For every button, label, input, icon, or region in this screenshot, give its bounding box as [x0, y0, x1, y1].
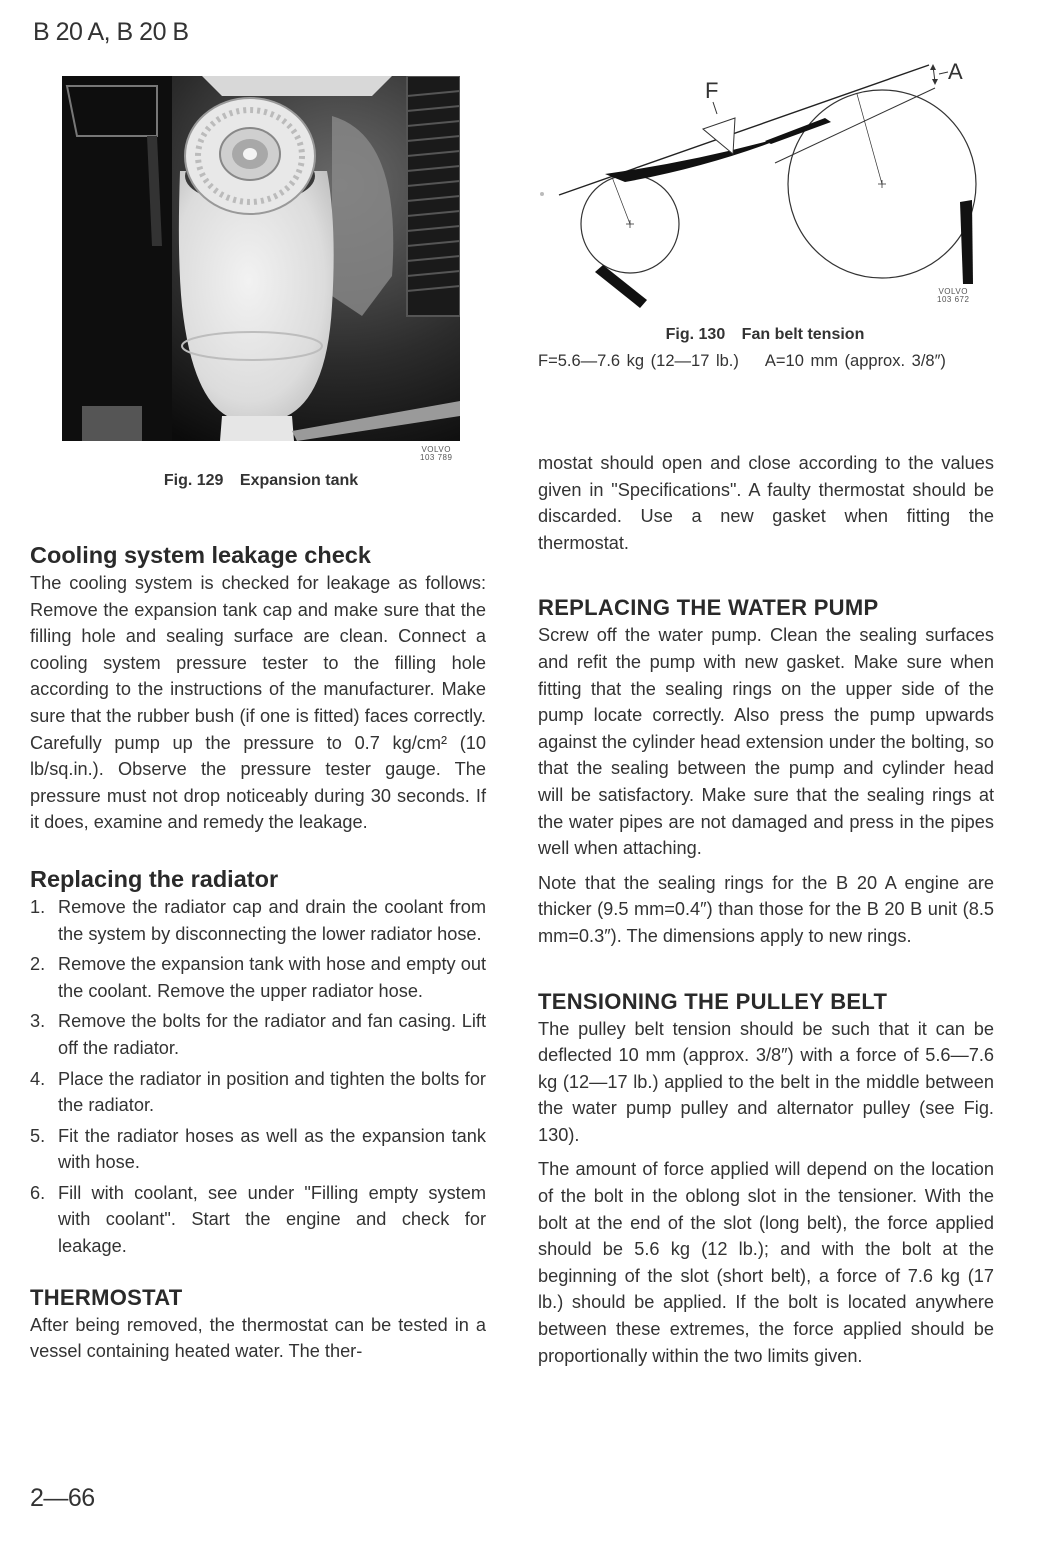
photo-credit: [420, 446, 452, 462]
step-number: 3.: [30, 1011, 46, 1032]
expansion-tank-photo: [62, 76, 460, 441]
section-body: Screw off the water pump. Clean the sealing surfaces and refit the pump with new gasket. Make sure when fitting that the sealing rings on the upper side of the pump locate correctly. Also press the pump upwards against the cylinder head extension under the bolting, so that the sealing between the pump and cylinder head will be satisfactory. Make sure that the sealing rings at the water pipes are not damaged and press in the pipes well when attaching.: [538, 625, 994, 859]
figure-caption: [535, 326, 995, 344]
step-text: Remove the expansion tank with hose and empty out the coolant. Remove the upper radiator hose.: [58, 954, 486, 1001]
spec-force: F=5.6—7.6 kg (12—17 lb.): [538, 352, 739, 370]
section-body-continued: mostat should open and close according to the values given in "Specifications". A faulty thermostat should be discarded. Use a new gasket when fitting the thermostat.: [538, 453, 994, 553]
section-note: Note that the sealing rings for the B 20 A engine are thicker (9.5 mm=0.4″) than those for the B 20 B unit (8.5 mm=0.3″). The dimensions apply to new rings.: [538, 872, 994, 946]
section-body: After being removed, the thermostat can be tested in a vessel containing heated water. The ther-: [30, 1314, 486, 1362]
step-text: Fill with coolant, see under "Filling empty system with coolant". Start the engine and check for leakage.: [58, 1182, 486, 1257]
credit-brand: VOLVO: [421, 445, 451, 454]
page-number: 2—66: [30, 1484, 95, 1512]
step-item: [30, 1066, 486, 1119]
credit-number: 103 789: [420, 453, 453, 462]
section-body: The pulley belt tension should be such that it can be deflected 10 mm (approx. 3/8″) with a force of 5.6—7.6 kg (12—17 lb.) applied to the belt in the middle between the water pump pulley and alternator pulley (see Fig. 130).: [538, 1018, 994, 1145]
step-item: [30, 951, 486, 1004]
right-column: [538, 450, 994, 1369]
fan-belt-diagram: [535, 52, 1005, 314]
step-text: Remove the bolts for the radiator and fan casing. Lift off the radiator.: [58, 1011, 486, 1058]
diagram-credit: [937, 288, 969, 304]
step-text: Place the radiator in position and tighten the bolts for the radiator.: [58, 1068, 486, 1116]
step-number: 6.: [30, 1182, 46, 1203]
section-heading: Replacing the radiator: [30, 865, 279, 892]
section-heading: TENSIONING THE PULLEY BELT: [538, 988, 888, 1014]
section-heading: THERMOSTAT: [30, 1284, 183, 1310]
step-list: [30, 894, 486, 1260]
running-head: B 20 A, B 20 B: [33, 18, 189, 46]
step-text: Remove the radiator cap and drain the coolant from the system by disconnecting the lower radiator hose.: [58, 896, 486, 944]
credit-brand: VOLVO: [938, 287, 968, 296]
step-item: [30, 1008, 486, 1061]
step-number: 5.: [30, 1125, 46, 1146]
figure-spec: [538, 352, 998, 371]
figure-number: Fig. 129: [163, 472, 224, 489]
section-heading: Cooling system leakage check: [30, 542, 371, 568]
section-body: The amount of force applied will depend on the location of the bolt in the oblong slot in the tensioner. With the bolt at the end of the slot (long belt), the force applied should be 5.6 kg (12 lb.); and with the bolt at the beginning of the slot (short belt), a force of 7.6 kg (17 lb.) should be applied. If the bolt is located anywhere between these extremes, the force applied should be proportionally within the two limits given.: [538, 1159, 994, 1366]
step-number: 2.: [30, 954, 46, 975]
step-item: [30, 1123, 486, 1176]
step-number: 1.: [30, 896, 46, 917]
step-number: 4.: [30, 1068, 46, 1089]
section-heading: REPLACING THE WATER PUMP: [538, 595, 879, 621]
spec-deflection: A=10 mm (approx. 3/8″): [764, 352, 946, 370]
step-text: Fit the radiator hoses as well as the expansion tank with hose.: [58, 1125, 486, 1173]
step-item: [30, 1180, 486, 1260]
left-column: [30, 540, 486, 1365]
credit-number: 103 672: [937, 295, 970, 304]
force-indicator-icon: [703, 118, 735, 154]
figure-title: Expansion tank: [239, 472, 359, 489]
figure-number: Fig. 130: [665, 326, 726, 343]
label-a: A: [948, 59, 963, 84]
figure-title: Fan belt tension: [741, 326, 865, 343]
section-body: The cooling system is checked for leakage as follows: Remove the expansion tank cap and make sure that the filling hole and sealing surface are clean. Connect a cooling system pressure tester to the filling hole according to the instructions of the manufacturer. Make sure that the rubber bush (if one is fitted) faces correctly. Carefully pump up the pressure to 0.7 kg/cm² (10 lb/sq.in.). Observe the pressure tester gauge. The pressure must not drop noticeably during 30 seconds. If it does, examine and remedy the leakage.: [30, 573, 486, 833]
label-f: F: [705, 78, 719, 103]
figure-caption: [62, 472, 460, 490]
step-item: [30, 894, 486, 947]
